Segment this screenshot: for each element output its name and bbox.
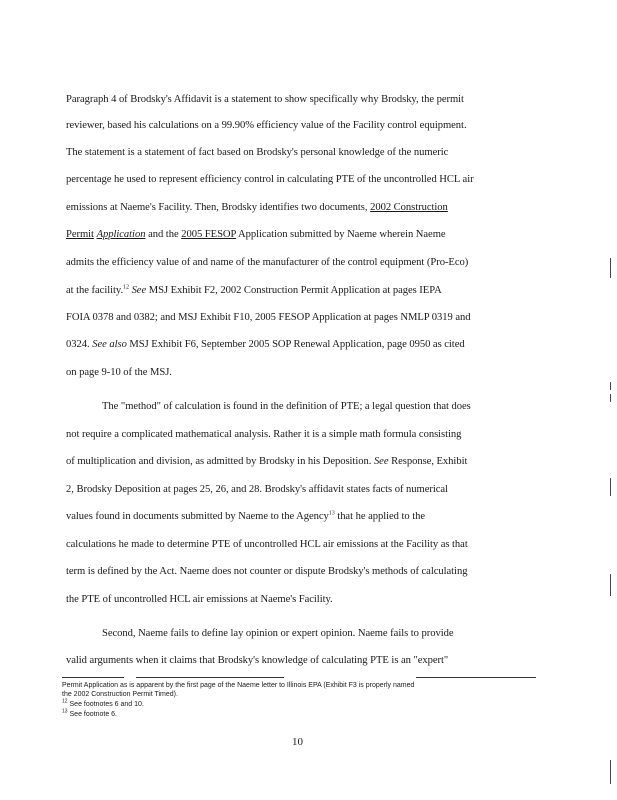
footnote-12-number: 12 xyxy=(62,698,68,705)
body-line-14 xyxy=(66,455,552,468)
line16-rest: that he applied to the xyxy=(337,511,426,522)
body-line-8 xyxy=(66,284,552,297)
line6-and-the: and the xyxy=(148,229,179,240)
page-number: 10 xyxy=(292,736,303,748)
footnote-continuation-1: Permit Application as is apparent by the first page of the Naeme letter to Illinois EPA (Exhibit F3 is properly named xyxy=(62,682,415,689)
line14-rest: Response, Exhibit xyxy=(391,456,468,467)
footnote-ref-13: 13 xyxy=(328,510,335,517)
body-line-13: not require a complicated mathematical analysis. Rather it is a simple math formula consisting xyxy=(66,429,462,440)
line10-text: 0324. xyxy=(66,339,90,350)
line14-see: See xyxy=(373,456,389,467)
body-line-19: the PTE of uncontrolled HCL air emissions at Naeme's Facility. xyxy=(66,594,333,605)
doc-permit: Permit xyxy=(66,229,94,240)
line16-text: values found in documents submitted by Naeme to the Agency xyxy=(66,511,329,522)
footnote-rule-left xyxy=(62,677,124,678)
body-line-4: percentage he used to represent efficiency control in calculating PTE of the uncontrolled HCL air xyxy=(66,174,474,185)
line6-rest: Application submitted by Naeme wherein Naeme xyxy=(237,229,446,240)
margin-mark xyxy=(610,382,611,390)
body-line-3: The statement is a statement of fact based on Brodsky's personal knowledge of the numeric xyxy=(66,147,449,158)
footnote-13 xyxy=(62,708,117,719)
line8-see: See xyxy=(131,285,147,296)
body-line-7: admits the efficiency value of and name of the manufacturer of the control equipment (Pro-Eco) xyxy=(66,257,469,268)
body-line-1: Paragraph 4 of Brodsky's Affidavit is a statement to show specifically why Brodsky, the permit xyxy=(66,94,464,105)
line14-text: of multiplication and division, as admitted by Brodsky in his Deposition. xyxy=(66,456,372,467)
body-line-20: Second, Naeme fails to define lay opinion or expert opinion. Naeme fails to provide xyxy=(102,628,454,639)
footnote-ref-12: 12 xyxy=(123,284,129,291)
margin-mark xyxy=(610,574,611,596)
line10-see-also: See also xyxy=(92,339,127,350)
line10-rest: MSJ Exhibit F6, September 2005 SOP Renewal Application, page 0950 as cited xyxy=(129,339,465,350)
margin-mark xyxy=(610,760,611,784)
footnote-12-text: See footnotes 6 and 10. xyxy=(69,701,144,708)
body-line-21: valid arguments when it claims that Brodsky's knowledge of calculating PTE is an "expert" xyxy=(66,655,449,666)
margin-mark xyxy=(610,258,611,278)
line5-text: emissions at Naeme's Facility. Then, Brodsky identifies two documents, xyxy=(66,202,368,213)
body-line-15: 2, Brodsky Deposition at pages 25, 26, and 28. Brodsky's affidavit states facts of numerical xyxy=(66,484,448,495)
doc-2005-fesop: 2005 FESOP xyxy=(181,229,236,240)
body-line-18: term is defined by the Act. Naeme does not counter or dispute Brodsky's methods of calculating xyxy=(66,566,468,577)
footnote-12 xyxy=(62,698,144,709)
footnote-rule-right xyxy=(416,677,536,678)
footnote-13-number: 13 xyxy=(62,708,68,715)
body-line-10 xyxy=(66,338,552,351)
body-line-17: calculations he made to determine PTE of uncontrolled HCL air emissions at the Facility as that xyxy=(66,539,468,550)
body-line-5 xyxy=(66,201,552,214)
body-line-16 xyxy=(66,510,552,523)
footnote-rule-mid xyxy=(136,677,284,678)
footnote-13-text: See footnote 6. xyxy=(69,711,117,718)
line8-rest: MSJ Exhibit F2, 2002 Construction Permit Application at pages IEPA xyxy=(148,285,442,296)
margin-mark xyxy=(610,394,611,402)
body-line-6 xyxy=(66,228,552,241)
doc-application: Application xyxy=(96,229,146,240)
line8-text: at the facility. xyxy=(66,285,124,296)
body-line-11: on page 9-10 of the MSJ. xyxy=(66,367,172,378)
body-line-2: reviewer, based his calculations on a 99.90% efficiency value of the Facility control equipment. xyxy=(66,120,467,131)
body-line-9: FOIA 0378 and 0382; and MSJ Exhibit F10, 2005 FESOP Application at pages NMLP 0319 and xyxy=(66,312,471,323)
doc-2002-construction: 2002 Construction xyxy=(370,202,448,213)
body-line-12: The "method" of calculation is found in the definition of PTE; a legal question that does xyxy=(102,401,471,412)
margin-mark xyxy=(610,478,611,496)
footnote-continuation-2: the 2002 Construction Permit Timed). xyxy=(62,691,178,698)
